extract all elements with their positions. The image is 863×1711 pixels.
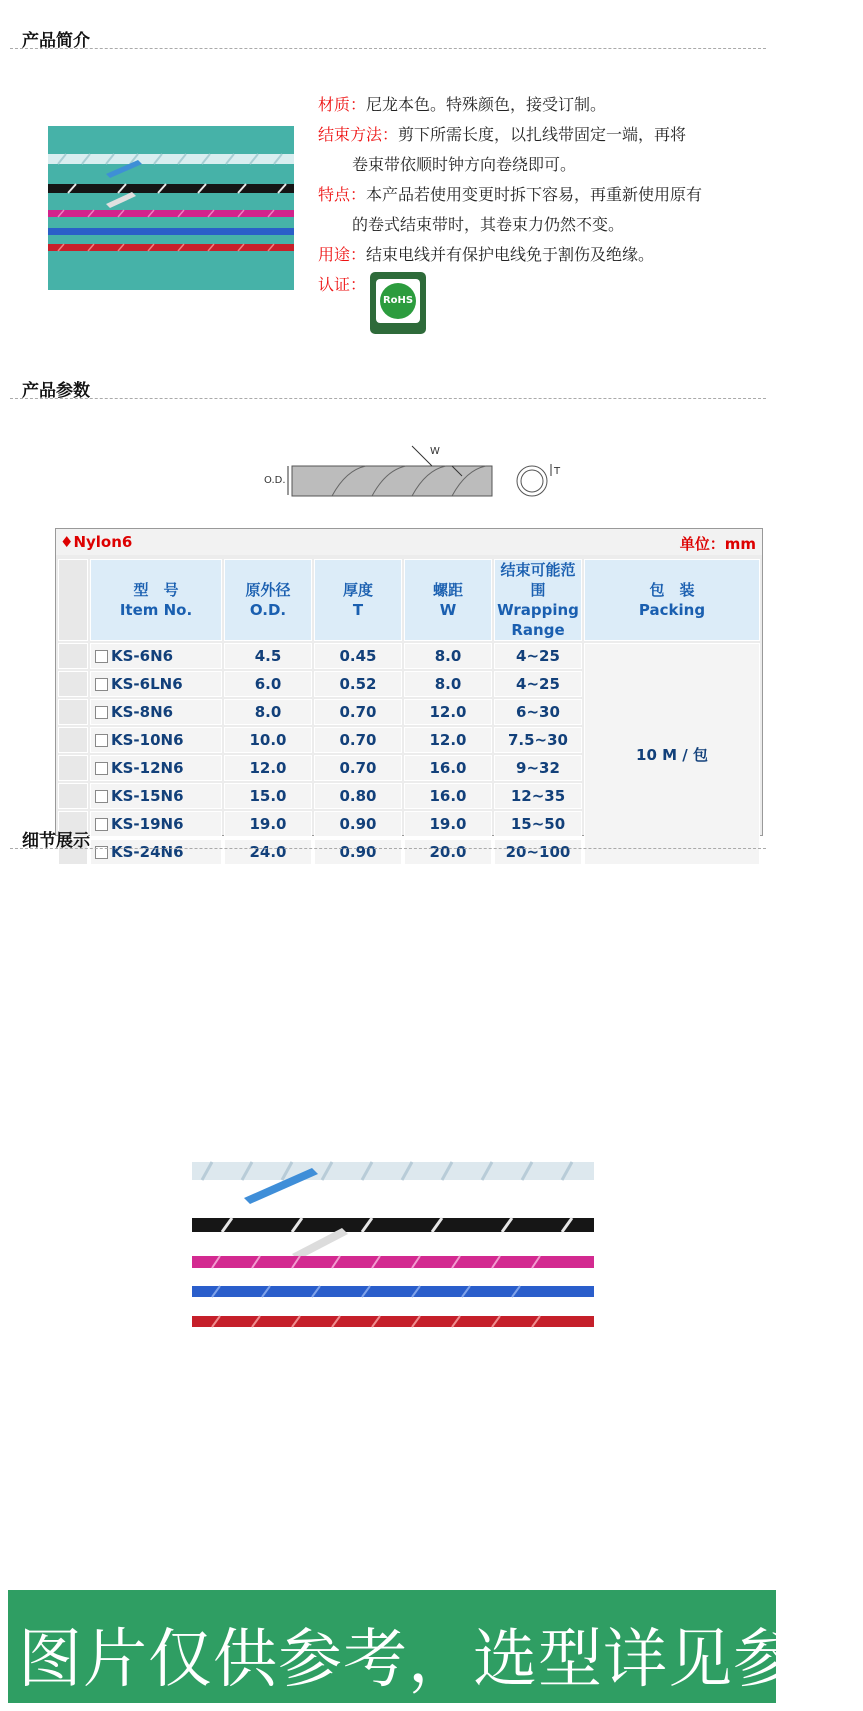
- od-label: O.D.: [264, 475, 286, 486]
- pitch-cell: 12.0: [404, 699, 492, 725]
- row-checkbox[interactable]: [95, 650, 108, 663]
- range-cell: 15~50: [494, 811, 582, 837]
- thickness-cell: 0.45: [314, 643, 402, 669]
- packing-cell: 10 M / 包: [584, 643, 760, 865]
- feature-line: 特点：本产品若使用变更时拆下容易，再重新使用原有: [318, 185, 703, 204]
- usage-line: 用途：结束电线并有保护电线免于割伤及绝缘。: [318, 245, 655, 264]
- od-cell: 4.5: [224, 643, 312, 669]
- thickness-cell: 0.90: [314, 839, 402, 865]
- material-title: ♦Nylon6: [60, 533, 133, 551]
- method-line-2: 卷束带依顺时钟方向卷绕即可。: [352, 155, 577, 174]
- header-thickness: 厚度 T: [314, 559, 402, 641]
- pitch-cell: 20.0: [404, 839, 492, 865]
- od-cell: 19.0: [224, 811, 312, 837]
- item-cell: KS-8N6: [90, 699, 222, 725]
- row-blank: [58, 699, 88, 725]
- od-cell: 8.0: [224, 699, 312, 725]
- range-cell: 7.5~30: [494, 727, 582, 753]
- item-cell: KS-19N6: [90, 811, 222, 837]
- pitch-cell: 12.0: [404, 727, 492, 753]
- item-cell: KS-24N6: [90, 839, 222, 865]
- method-line: 结束方法：剪下所需长度，以扎线带固定一端，再将: [318, 125, 687, 144]
- row-checkbox[interactable]: [95, 790, 108, 803]
- range-cell: 12~35: [494, 783, 582, 809]
- row-checkbox[interactable]: [95, 734, 108, 747]
- table-header-row: [58, 559, 760, 641]
- section-header-intro: [10, 20, 766, 49]
- row-blank: [58, 755, 88, 781]
- banner-text: 图片仅供参考，选型详见参数: [18, 1623, 863, 1697]
- row-blank: [58, 727, 88, 753]
- intro-description: [318, 90, 702, 334]
- material-line: 材质：尼龙本色。特殊颜色，接受订制。: [318, 95, 607, 114]
- row-checkbox[interactable]: [95, 762, 108, 775]
- item-cell: KS-6LN6: [90, 671, 222, 697]
- thickness-cell: 0.52: [314, 671, 402, 697]
- t-label: T: [554, 466, 561, 477]
- row-blank: [58, 671, 88, 697]
- range-cell: 9~32: [494, 755, 582, 781]
- section-title: 产品参数: [22, 381, 90, 401]
- od-cell: 15.0: [224, 783, 312, 809]
- pitch-cell: 16.0: [404, 755, 492, 781]
- range-cell: 6~30: [494, 699, 582, 725]
- od-cell: 10.0: [224, 727, 312, 753]
- section-header-params: [10, 370, 766, 399]
- rohs-badge-icon: RoHS: [370, 272, 426, 334]
- reference-banner: [8, 1590, 863, 1703]
- section-header-details: [10, 820, 766, 849]
- w-label: W: [430, 446, 440, 457]
- thickness-cell: 0.70: [314, 727, 402, 753]
- header-wrapping-range: 结束可能范围 Wrapping Range: [494, 559, 582, 641]
- header-od: 原外径 O.D.: [224, 559, 312, 641]
- feature-line-2: 的卷式结束带时，其卷束力仍然不变。: [352, 215, 625, 234]
- thickness-cell: 0.80: [314, 783, 402, 809]
- od-cell: 24.0: [224, 839, 312, 865]
- range-cell: 4~25: [494, 671, 582, 697]
- spiral-wrap-photo: [48, 126, 294, 290]
- od-cell: 6.0: [224, 671, 312, 697]
- item-cell: KS-10N6: [90, 727, 222, 753]
- section-title: 产品简介: [22, 31, 90, 51]
- table-row: [58, 643, 760, 669]
- row-blank: [58, 783, 88, 809]
- range-cell: 20~100: [494, 839, 582, 865]
- header-item-no: 型 号 Item No.: [90, 559, 222, 641]
- item-cell: KS-15N6: [90, 783, 222, 809]
- pitch-cell: 19.0: [404, 811, 492, 837]
- section-title: 细节展示: [22, 831, 90, 851]
- thickness-cell: 0.70: [314, 755, 402, 781]
- pitch-cell: 8.0: [404, 643, 492, 669]
- pitch-cell: 16.0: [404, 783, 492, 809]
- header-blank: [58, 559, 88, 641]
- range-cell: 4~25: [494, 643, 582, 669]
- row-checkbox[interactable]: [95, 706, 108, 719]
- header-packing: 包 装 Packing: [584, 559, 760, 641]
- od-cell: 12.0: [224, 755, 312, 781]
- cert-line: 认证： RoHS: [318, 270, 702, 334]
- thickness-cell: 0.70: [314, 699, 402, 725]
- dimension-diagram: [262, 440, 582, 510]
- row-blank: [58, 643, 88, 669]
- item-cell: KS-6N6: [90, 643, 222, 669]
- pitch-cell: 8.0: [404, 671, 492, 697]
- thickness-cell: 0.90: [314, 811, 402, 837]
- spec-table-title-bar: [56, 529, 762, 555]
- item-cell: KS-12N6: [90, 755, 222, 781]
- spiral-wrap-detail-photo: [192, 1148, 594, 1338]
- header-pitch: 螺距 W: [404, 559, 492, 641]
- unit-label: 单位：mm: [679, 535, 756, 553]
- row-checkbox[interactable]: [95, 678, 108, 691]
